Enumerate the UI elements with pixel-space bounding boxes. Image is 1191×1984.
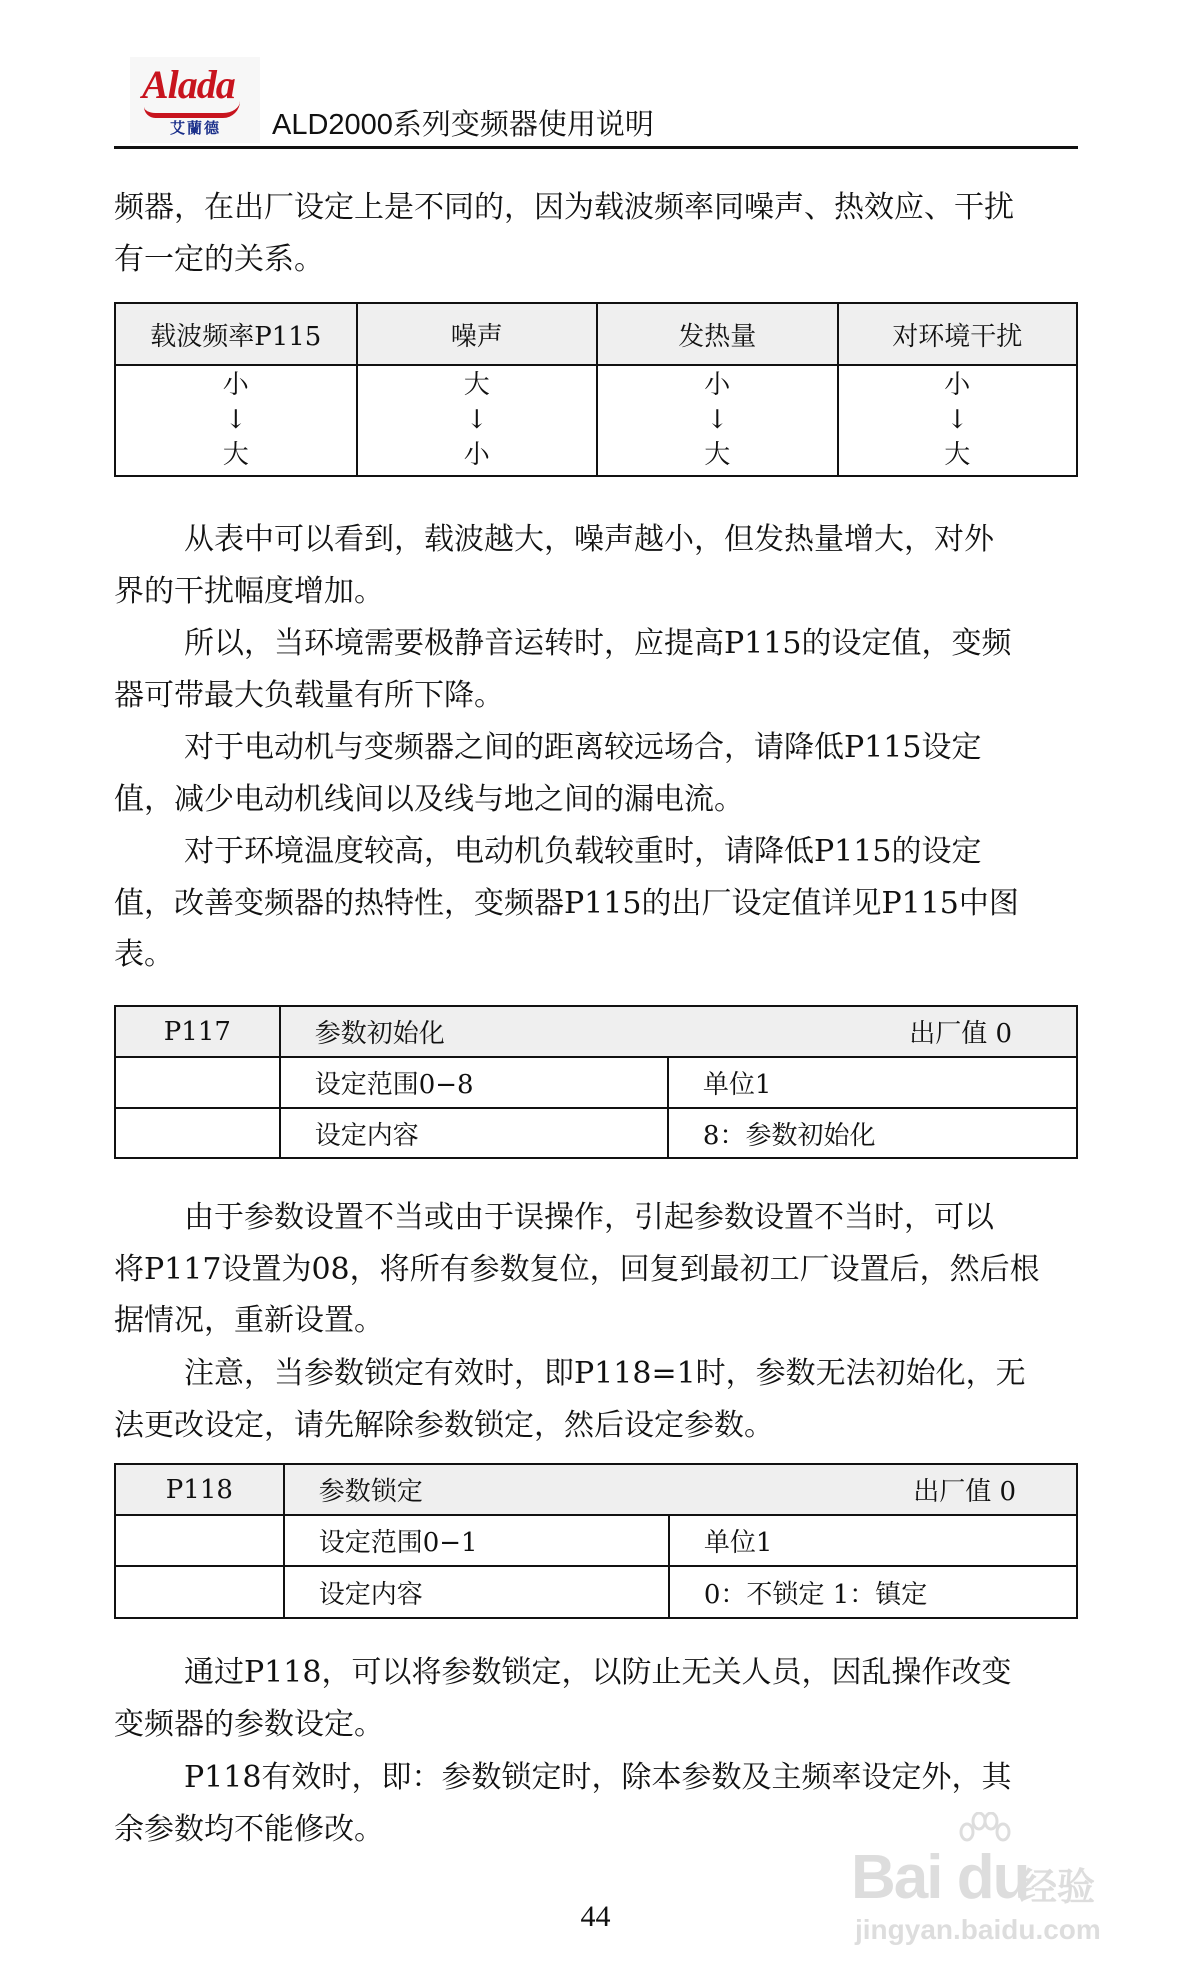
trend-end: 大: [222, 440, 249, 470]
text-line: 注意，当参数锁定有效时，即P118=1时，参数无法初始化，无: [184, 1356, 1026, 1391]
text-line: 表。: [114, 937, 174, 972]
header-divider: [114, 146, 1078, 149]
text-line: 器可带最大负载量有所下降。: [114, 677, 504, 713]
empty-cell: [115, 1515, 284, 1566]
text-line: 有一定的关系。: [114, 241, 324, 277]
parameter-name: 参数初始化: [314, 1019, 445, 1049]
paragraph-lock-purpose: [114, 1647, 1078, 1750]
empty-cell: [115, 1057, 280, 1108]
setting-content-value: 8：参数初始化: [668, 1108, 1077, 1158]
text-line: 法更改设定，请先解除参数锁定，然后设定参数。: [114, 1407, 774, 1443]
header-carrier-frequency: 载波频率P115: [115, 303, 357, 365]
parameter-table-p118: [114, 1463, 1078, 1619]
logo-swoosh-icon: [144, 101, 240, 118]
watermark-brand: Bai du: [851, 1843, 1029, 1912]
trend-cell: [357, 365, 597, 476]
arrow-down-icon: ↓: [465, 405, 488, 435]
paragraph-high-temperature: [114, 826, 1078, 981]
empty-cell: [115, 1108, 280, 1158]
paragraph-reset-instructions: [114, 1192, 1078, 1347]
trend-start: 小: [944, 370, 971, 400]
trend-end: 大: [944, 440, 971, 470]
parameter-code: P118: [115, 1464, 284, 1515]
paragraph-carrier-intro: [114, 182, 1078, 285]
setting-content-label: 设定内容: [284, 1566, 669, 1618]
text-line: 界的干扰幅度增加。: [114, 573, 384, 609]
logo-mark: Alada: [142, 62, 235, 107]
empty-cell: [115, 1566, 284, 1618]
text-line: 将P117设置为08，将所有参数复位，回复到最初工厂设置后，然后根: [114, 1251, 1040, 1287]
parameter-name: 参数锁定: [318, 1477, 423, 1507]
parameter-code: P117: [115, 1006, 280, 1057]
header-noise: 噪声: [357, 303, 597, 365]
trend-end: 大: [704, 440, 731, 470]
text-line: 值，减少电动机线间以及线与地之间的漏电流。: [114, 781, 744, 817]
setting-content-label: 设定内容: [280, 1108, 668, 1158]
arrow-down-icon: ↓: [946, 405, 969, 435]
parameter-table-p117: [114, 1005, 1078, 1159]
parameter-header: [284, 1464, 1077, 1515]
trend-cell: [115, 365, 357, 476]
header-heat: 发热量: [597, 303, 837, 365]
text-line: 从表中可以看到，载波越大，噪声越小，但发热量增大，对外: [184, 522, 994, 557]
text-line: 通过P118，可以将参数锁定，以防止无关人员，因乱操作改变: [184, 1655, 1012, 1690]
watermark-url: jingyan.baidu.com: [855, 1914, 1101, 1945]
paragraph-quiet-operation: [114, 618, 1078, 721]
text-line: 变频器的参数设定。: [114, 1706, 384, 1742]
arrow-down-icon: ↓: [224, 405, 247, 435]
trend-end: 小: [463, 440, 490, 470]
arrow-down-icon: ↓: [706, 405, 729, 435]
watermark-label: 经验: [1019, 1865, 1096, 1909]
text-line: 频器，在出厂设定上是不同的，因为载波频率同噪声、热效应、干扰: [114, 190, 1014, 225]
setting-content-value: 0：不锁定 1：镇定: [669, 1566, 1077, 1618]
paragraph-table-explanation: [114, 514, 1078, 617]
text-line: 对于电动机与变频器之间的距离较远场合，请降低P115设定: [184, 730, 982, 765]
brand-logo: [130, 57, 260, 143]
trend-cell: [597, 365, 837, 476]
text-line: 值，改善变频器的热特性，变频器P115的出厂设定值详见P115中图: [114, 885, 1019, 921]
parameter-header: [280, 1006, 1077, 1057]
paragraph-long-distance: [114, 722, 1078, 825]
text-line: 据情况，重新设置。: [114, 1303, 384, 1338]
header-interference: 对环境干扰: [838, 303, 1078, 365]
text-line: 所以，当环境需要极静音运转时，应提高P115的设定值，变频: [184, 626, 1012, 661]
page-number: 44: [580, 1900, 611, 1933]
document-title: ALD2000系列变频器使用说明: [272, 109, 654, 141]
logo-chinese-name: 艾蘭德: [170, 119, 222, 137]
carrier-frequency-table: [114, 302, 1078, 477]
text-line: 余参数均不能修改。: [114, 1811, 384, 1847]
setting-range: 设定范围0−8: [280, 1057, 668, 1108]
trend-start: 小: [222, 370, 249, 400]
trend-cell: [838, 365, 1078, 476]
factory-default: 出厂值 0: [909, 1019, 1012, 1049]
setting-unit: 单位1: [669, 1515, 1077, 1566]
trend-start: 大: [463, 370, 490, 400]
text-line: 由于参数设置不当或由于误操作，引起参数设置不当时，可以: [184, 1200, 994, 1235]
trend-start: 小: [704, 370, 731, 400]
setting-unit: 单位1: [668, 1057, 1077, 1108]
setting-range: 设定范围0−1: [284, 1515, 669, 1566]
factory-default: 出厂值 0: [913, 1477, 1016, 1507]
paragraph-lock-note: [114, 1348, 1078, 1451]
text-line: P118有效时，即：参数锁定时，除本参数及主频率设定外，其: [184, 1760, 1012, 1795]
text-line: 对于环境温度较高，电动机负载较重时，请降低P115的设定: [184, 834, 982, 869]
